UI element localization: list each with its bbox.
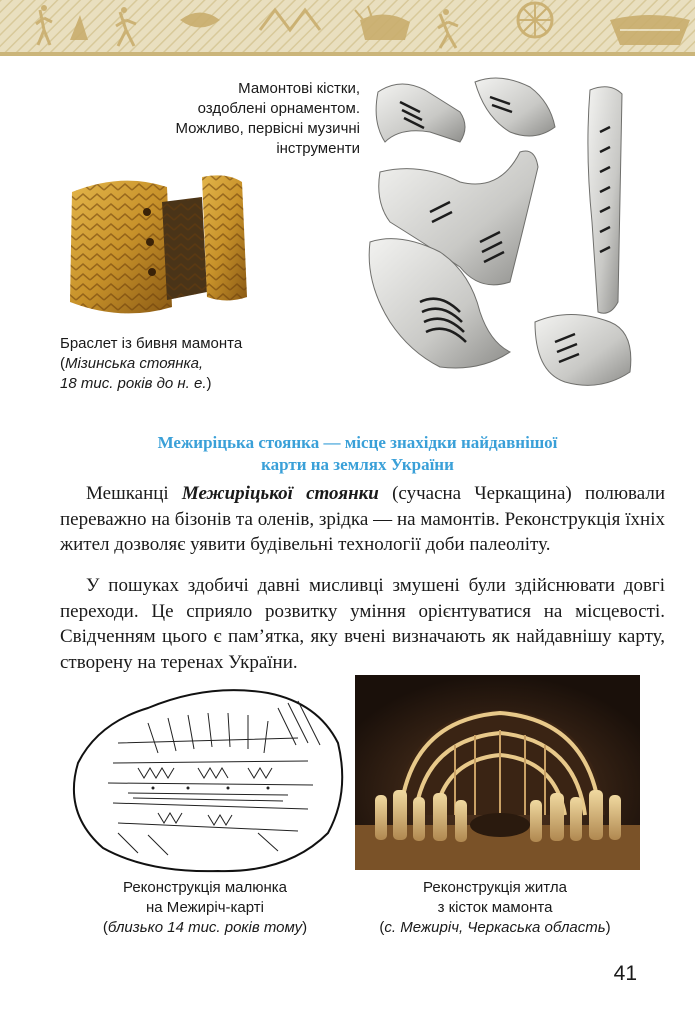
paragraph-1-term: Межиріцької стоянки xyxy=(181,483,379,504)
section-heading-line1: Межиріцька стоянка — місце знахідки найдавнішої xyxy=(157,433,558,452)
bones-caption-line: Можливо, первісні музичні xyxy=(175,120,360,137)
bones-caption-line: Мамонтові кістки, xyxy=(238,80,360,97)
bones-caption-line: інструменти xyxy=(276,140,360,157)
paren-open: ( xyxy=(102,919,108,936)
rock-art-ornament xyxy=(0,0,695,60)
mammoth-bone-dwelling-photo xyxy=(355,675,640,870)
dwelling-caption-line3 xyxy=(345,918,645,938)
map-date: близько 14 тис. років тому xyxy=(107,919,303,936)
mammoth-tusk-bracelet-image xyxy=(62,172,252,322)
bracelet-date: 18 тис. років до н. е. xyxy=(60,375,207,392)
paren-close: ) xyxy=(302,919,308,936)
dwelling-caption-line2: з кісток мамонта xyxy=(437,899,553,916)
paragraph-2-text: У пошуках здобичі давні мисливці змушені були здійснювати довгі переходи. Це сприяло розвитку уміння орієнтуватися на місцевості. Свідченням цього є пам’ятка, яку вчені визначають як найдавнішу карту, створену на теренах України. xyxy=(60,575,665,673)
dwelling-location: с. Межиріч, Черкаська область xyxy=(384,919,606,936)
section-heading xyxy=(60,432,655,476)
paragraph-1-start: Мешканці xyxy=(86,483,182,504)
mezhyrich-map-drawing xyxy=(58,683,353,878)
dwelling-caption xyxy=(345,878,645,938)
paragraph-2 xyxy=(60,573,665,675)
bracelet-caption-line3 xyxy=(60,374,320,394)
map-caption-line3 xyxy=(60,918,350,938)
map-caption-line1: Реконструкція малюнка xyxy=(122,879,288,896)
top-ornament-banner xyxy=(0,0,695,54)
paragraph-1 xyxy=(60,481,665,558)
bracelet-site: Мізинська стоянка, xyxy=(65,355,204,372)
ornamented-mammoth-bones-image xyxy=(360,72,645,412)
map-caption-line2: на Межиріч-карті xyxy=(146,899,264,916)
bracelet-caption-line2 xyxy=(60,354,320,374)
map-caption xyxy=(60,878,350,938)
page-number: 41 xyxy=(613,962,637,985)
bones-caption-line: оздоблені орнаментом. xyxy=(197,100,360,117)
paren-open: ( xyxy=(60,355,65,372)
bracelet-caption xyxy=(60,334,320,394)
section-heading-line2: карти на землях України xyxy=(261,455,454,474)
bones-caption xyxy=(150,79,360,159)
paragraph-1-rest: (сучасна Черкащина) полювали переважно на бізонів та оленів, зрідка — на мамонтів. Реконструкція їхніх жител дозволяє уявити будівельні технології доби палеоліту. xyxy=(60,483,666,555)
paren-close: ) xyxy=(206,375,212,392)
bracelet-caption-line1: Браслет із бивня мамонта xyxy=(60,335,243,352)
dwelling-caption-line1: Реконструкція житла xyxy=(423,879,567,896)
paren-open: ( xyxy=(379,919,385,936)
paren-close: ) xyxy=(605,919,611,936)
